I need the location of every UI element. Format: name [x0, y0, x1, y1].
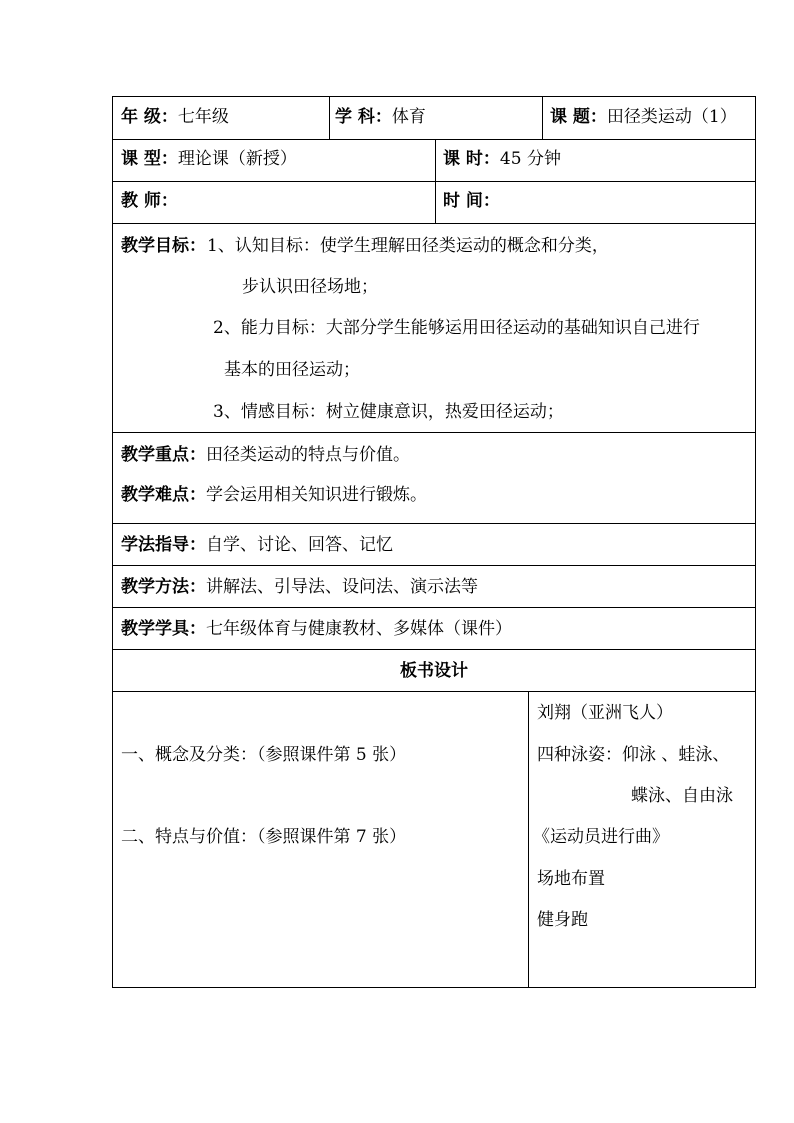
objectives-label: 教学目标： — [121, 236, 206, 256]
board-note-6: 健身跑 — [537, 910, 588, 930]
tools-label: 教学学具： — [121, 619, 206, 639]
time-cell — [443, 193, 500, 210]
row-divider — [113, 181, 755, 182]
teacher-label: 教 师： — [121, 191, 178, 211]
study-label: 学法指导： — [121, 535, 206, 555]
duration-cell — [443, 151, 561, 168]
objective-line-4: 基本的田径运动； — [224, 360, 360, 380]
duration-label: 课 时： — [443, 149, 500, 169]
row-divider — [113, 607, 755, 608]
board-note-4: 《运动员进行曲》 — [533, 827, 669, 847]
tools-value: 七年级体育与健康教材、多媒体（课件） — [206, 619, 512, 639]
type-cell — [121, 151, 297, 168]
focus-value: 田径类运动的特点与价值。 — [206, 445, 410, 465]
subject-value: 体育 — [391, 107, 426, 127]
board-item-1: 一、概念及分类：（参照课件第 5 张） — [121, 745, 407, 765]
board-item-2: 二、特点与价值：（参照课件第 7 张） — [121, 827, 407, 847]
topic-label: 课 题： — [550, 107, 607, 127]
study-value: 自学、讨论、回答、记忆 — [206, 535, 393, 555]
column-divider — [329, 97, 330, 139]
duration-value: 45 分钟 — [499, 149, 561, 169]
time-label: 时 间： — [443, 191, 500, 211]
teach-value: 讲解法、引导法、设问法、演示法等 — [206, 577, 478, 597]
column-divider — [435, 139, 436, 223]
difficulty-row — [121, 487, 427, 504]
row-divider — [113, 432, 755, 433]
objective-line-1: 1、认知目标：使学生理解田径类运动的概念和分类， — [207, 236, 609, 256]
type-value: 理论课（新授） — [177, 149, 297, 169]
topic-value: 田径类运动（1） — [606, 107, 737, 127]
column-divider — [528, 691, 529, 988]
board-note-3: 蝶泳、自由泳 — [631, 786, 733, 806]
objective-line-5: 3、情感目标：树立健康意识，热爱田径运动； — [213, 402, 564, 422]
study-guidance-row — [121, 537, 393, 554]
objective-line-2: 步认识田径场地； — [242, 277, 378, 297]
grade-cell — [121, 109, 229, 126]
row-divider — [113, 523, 755, 524]
objective-line-3: 2、能力目标：大部分学生能够运用田径运动的基础知识自己进行 — [213, 318, 700, 338]
teaching-tools-row — [121, 621, 512, 638]
teach-label: 教学方法： — [121, 577, 206, 597]
board-note-2: 四种泳姿：仰泳 、蛙泳、 — [537, 745, 730, 765]
teaching-method-row — [121, 579, 478, 596]
focus-row — [121, 447, 410, 464]
subject-label: 学 科： — [335, 107, 392, 127]
column-divider — [542, 97, 543, 139]
difficulty-label: 教学难点： — [121, 485, 206, 505]
difficulty-value: 学会运用相关知识进行锻炼。 — [206, 485, 427, 505]
row-divider — [113, 139, 755, 140]
teacher-cell — [121, 193, 178, 210]
subject-cell — [335, 109, 426, 126]
grade-value: 七年级 — [177, 107, 229, 127]
grade-label: 年 级： — [121, 107, 178, 127]
topic-cell — [550, 109, 737, 126]
board-note-1: 刘翔（亚洲飞人） — [537, 703, 673, 723]
type-label: 课 型： — [121, 149, 178, 169]
focus-label: 教学重点： — [121, 445, 206, 465]
row-divider — [113, 649, 755, 650]
row-divider — [113, 691, 755, 692]
row-divider — [113, 565, 755, 566]
board-note-5: 场地布置 — [537, 869, 605, 889]
board-design-title: 板书设计 — [400, 661, 468, 681]
row-divider — [113, 223, 755, 224]
lesson-plan-table — [112, 96, 756, 988]
